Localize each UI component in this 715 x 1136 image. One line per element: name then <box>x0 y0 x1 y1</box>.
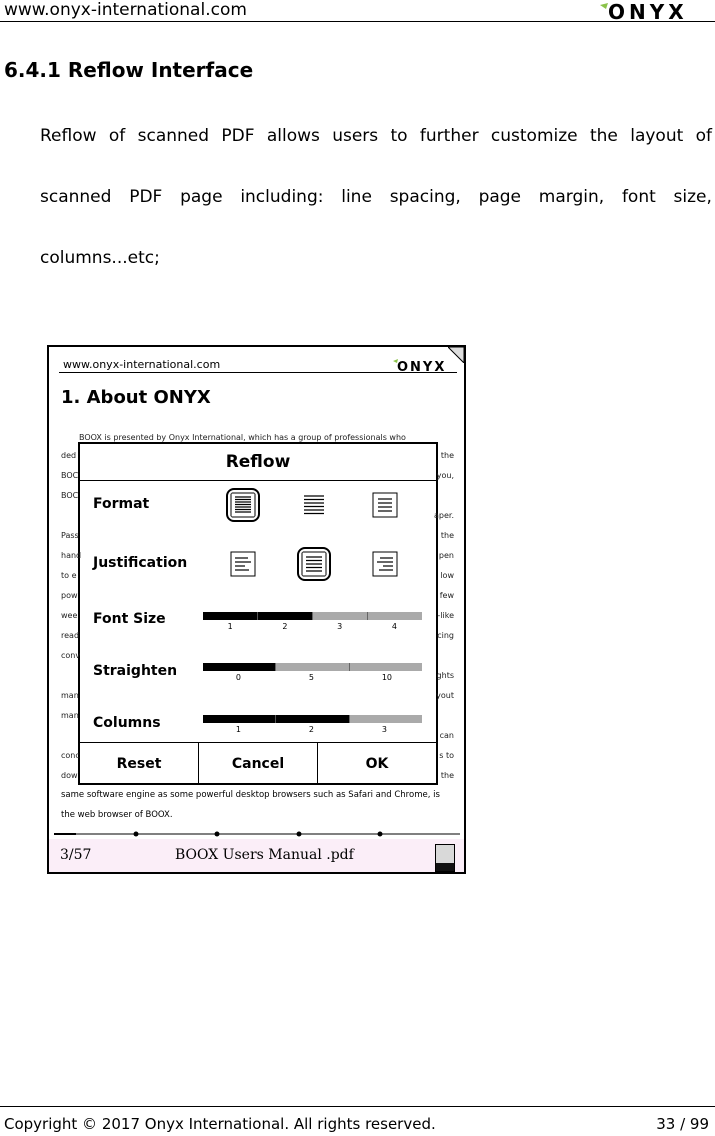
screenshot-url: www.onyx-international.com <box>63 358 221 371</box>
screenshot-text-fragment: the <box>440 531 454 540</box>
screenshot-text-fragment: Pass <box>61 531 79 540</box>
slider-tick-label: 5 <box>308 673 314 682</box>
paragraph-word: PDF <box>129 187 163 207</box>
paragraph-word: size, <box>673 187 712 207</box>
screenshot-text-fragment: to e <box>61 571 77 580</box>
slider-segment <box>349 663 422 671</box>
slider-segment <box>275 663 348 671</box>
paragraph-word: PDF <box>221 126 255 146</box>
paragraph-word: to <box>390 126 408 146</box>
ok-button[interactable]: OK <box>365 755 389 772</box>
format-option-medium-icon[interactable] <box>301 492 327 518</box>
footer-page-number: 33 / 99 <box>656 1115 709 1133</box>
screenshot-text-fragment: cing <box>437 631 454 640</box>
slider-segment <box>203 663 275 671</box>
paragraph-word: line <box>341 187 372 207</box>
screenshot-text-fragment: can <box>439 731 454 740</box>
slider-segment <box>349 715 422 723</box>
slider-tick-label: 10 <box>381 673 393 682</box>
screenshot-text-fragment: BOC <box>61 471 79 480</box>
reset-button[interactable]: Reset <box>80 743 199 784</box>
screenshot-body-line: same software engine as some powerful desktop browsers such as Safari and Chrome, is <box>61 790 440 800</box>
header-url: www.onyx-international.com <box>4 0 247 20</box>
paragraph-word: margin, <box>538 187 605 207</box>
onyx-logo <box>596 1 712 21</box>
page-corner-fold-icon[interactable] <box>448 347 464 363</box>
slider-segment <box>275 715 348 723</box>
paragraph-word: page <box>478 187 522 207</box>
header-rule <box>0 21 715 22</box>
screenshot-text-fragment: pen <box>438 551 454 560</box>
screenshot-text-fragment: pow <box>61 591 78 600</box>
footer-rule <box>0 1106 715 1107</box>
svg-text:ONYX: ONYX <box>397 360 447 372</box>
straighten-slider[interactable] <box>203 663 422 671</box>
font-size-label: Font Size <box>93 611 166 627</box>
paragraph-word: allows <box>266 126 320 146</box>
align-right-icon[interactable] <box>372 551 398 577</box>
slider-tick-label: 0 <box>235 673 241 682</box>
screenshot-text-fragment: -like <box>437 611 454 620</box>
columns-slider[interactable] <box>203 715 422 723</box>
align-justify-icon[interactable] <box>301 551 327 577</box>
screenshot-text-fragment: ghts <box>436 671 454 680</box>
screenshot-text-fragment: s to <box>439 751 454 760</box>
screenshot-text-fragment: aper. <box>434 511 454 520</box>
slider-segment <box>203 715 275 723</box>
paragraph-word: of <box>695 126 712 146</box>
slider-tick-label: 1 <box>227 622 233 631</box>
footer-copyright: Copyright © 2017 Onyx International. All rights reserved. <box>4 1115 436 1133</box>
screenshot-text-fragment: conv <box>61 651 81 660</box>
slider-tick-label: 2 <box>282 622 288 631</box>
paragraph-word: the <box>589 126 618 146</box>
slider-segment <box>203 612 257 620</box>
font-size-slider[interactable] <box>203 612 422 620</box>
screenshot-text-fragment: dow <box>61 771 78 780</box>
screenshot-text-fragment: you, <box>436 471 454 480</box>
dialog-button-row <box>80 742 436 784</box>
paragraph-line-1 <box>40 126 712 146</box>
paragraph-word: layout <box>630 126 684 146</box>
document-title: BOOX Users Manual .pdf <box>175 847 354 863</box>
slider-tick-label: 1 <box>235 725 241 734</box>
screenshot-text-fragment: hand <box>61 551 82 560</box>
straighten-label: Straighten <box>93 663 178 679</box>
format-label: Format <box>93 496 150 512</box>
paragraph-word: spacing, <box>389 187 461 207</box>
format-option-wide-icon[interactable] <box>372 492 398 518</box>
screenshot-text-fragment: the <box>440 451 454 460</box>
section-title: 6.4.1 Reflow Interface <box>4 58 254 82</box>
paragraph-word: Reflow <box>40 126 97 146</box>
paragraph-word: scanned <box>40 187 112 207</box>
paragraph-word: of <box>108 126 126 146</box>
slider-segment <box>312 612 367 620</box>
screenshot-text-fragment: ded <box>61 451 77 460</box>
paragraph-word: scanned <box>137 126 210 146</box>
screenshot-body-line: the web browser of BOOX. <box>61 810 173 820</box>
paragraph-word: customize <box>490 126 578 146</box>
screenshot-text-fragment: man <box>61 711 79 720</box>
cancel-button[interactable]: Cancel <box>199 743 318 784</box>
screenshot-text-fragment: conc <box>61 751 80 760</box>
paragraph-word: users <box>332 126 379 146</box>
screenshot-text-fragment: BOC <box>61 491 79 500</box>
paragraph-word: font <box>621 187 656 207</box>
reflow-dialog <box>78 442 438 785</box>
screenshot-text-fragment: read <box>61 631 80 640</box>
slider-tick-label: 3 <box>337 622 343 631</box>
screenshot-text-fragment: wee <box>61 611 78 620</box>
align-left-icon[interactable] <box>230 551 256 577</box>
screenshot-text-fragment: yout <box>436 691 454 700</box>
screenshot-title: 1. About ONYX <box>61 387 211 408</box>
screenshot-text-fragment: low <box>440 571 454 580</box>
page-indicator[interactable]: 3/57 <box>60 847 92 863</box>
svg-text:ONYX: ONYX <box>608 1 688 21</box>
paragraph-line-3: columns...etc; <box>40 248 160 268</box>
slider-tick-label: 2 <box>308 725 314 734</box>
battery-icon <box>435 844 455 872</box>
paragraph-word: including: <box>240 187 324 207</box>
page-progress-track[interactable] <box>54 831 460 839</box>
slider-tick-label: 3 <box>381 725 387 734</box>
format-option-dense-icon[interactable] <box>230 492 256 518</box>
slider-tick-label: 4 <box>391 622 397 631</box>
screenshot-text-fragment: few <box>439 591 454 600</box>
paragraph-line-2 <box>40 187 712 207</box>
justification-label: Justification <box>93 555 188 571</box>
slider-segment <box>257 612 312 620</box>
screenshot-text-fragment: the <box>440 771 454 780</box>
dialog-title: Reflow <box>225 452 291 472</box>
paragraph-word: further <box>419 126 479 146</box>
screenshot-header-rule <box>59 372 457 373</box>
paragraph-word: page <box>180 187 223 207</box>
dialog-title-rule <box>80 480 436 481</box>
reflow-screenshot <box>47 345 466 874</box>
columns-label: Columns <box>93 715 161 731</box>
screenshot-body-top: BOOX is presented by Onyx International, which has a group of professionals who <box>79 433 406 442</box>
slider-segment <box>367 612 422 620</box>
screenshot-text-fragment: man <box>61 691 79 700</box>
